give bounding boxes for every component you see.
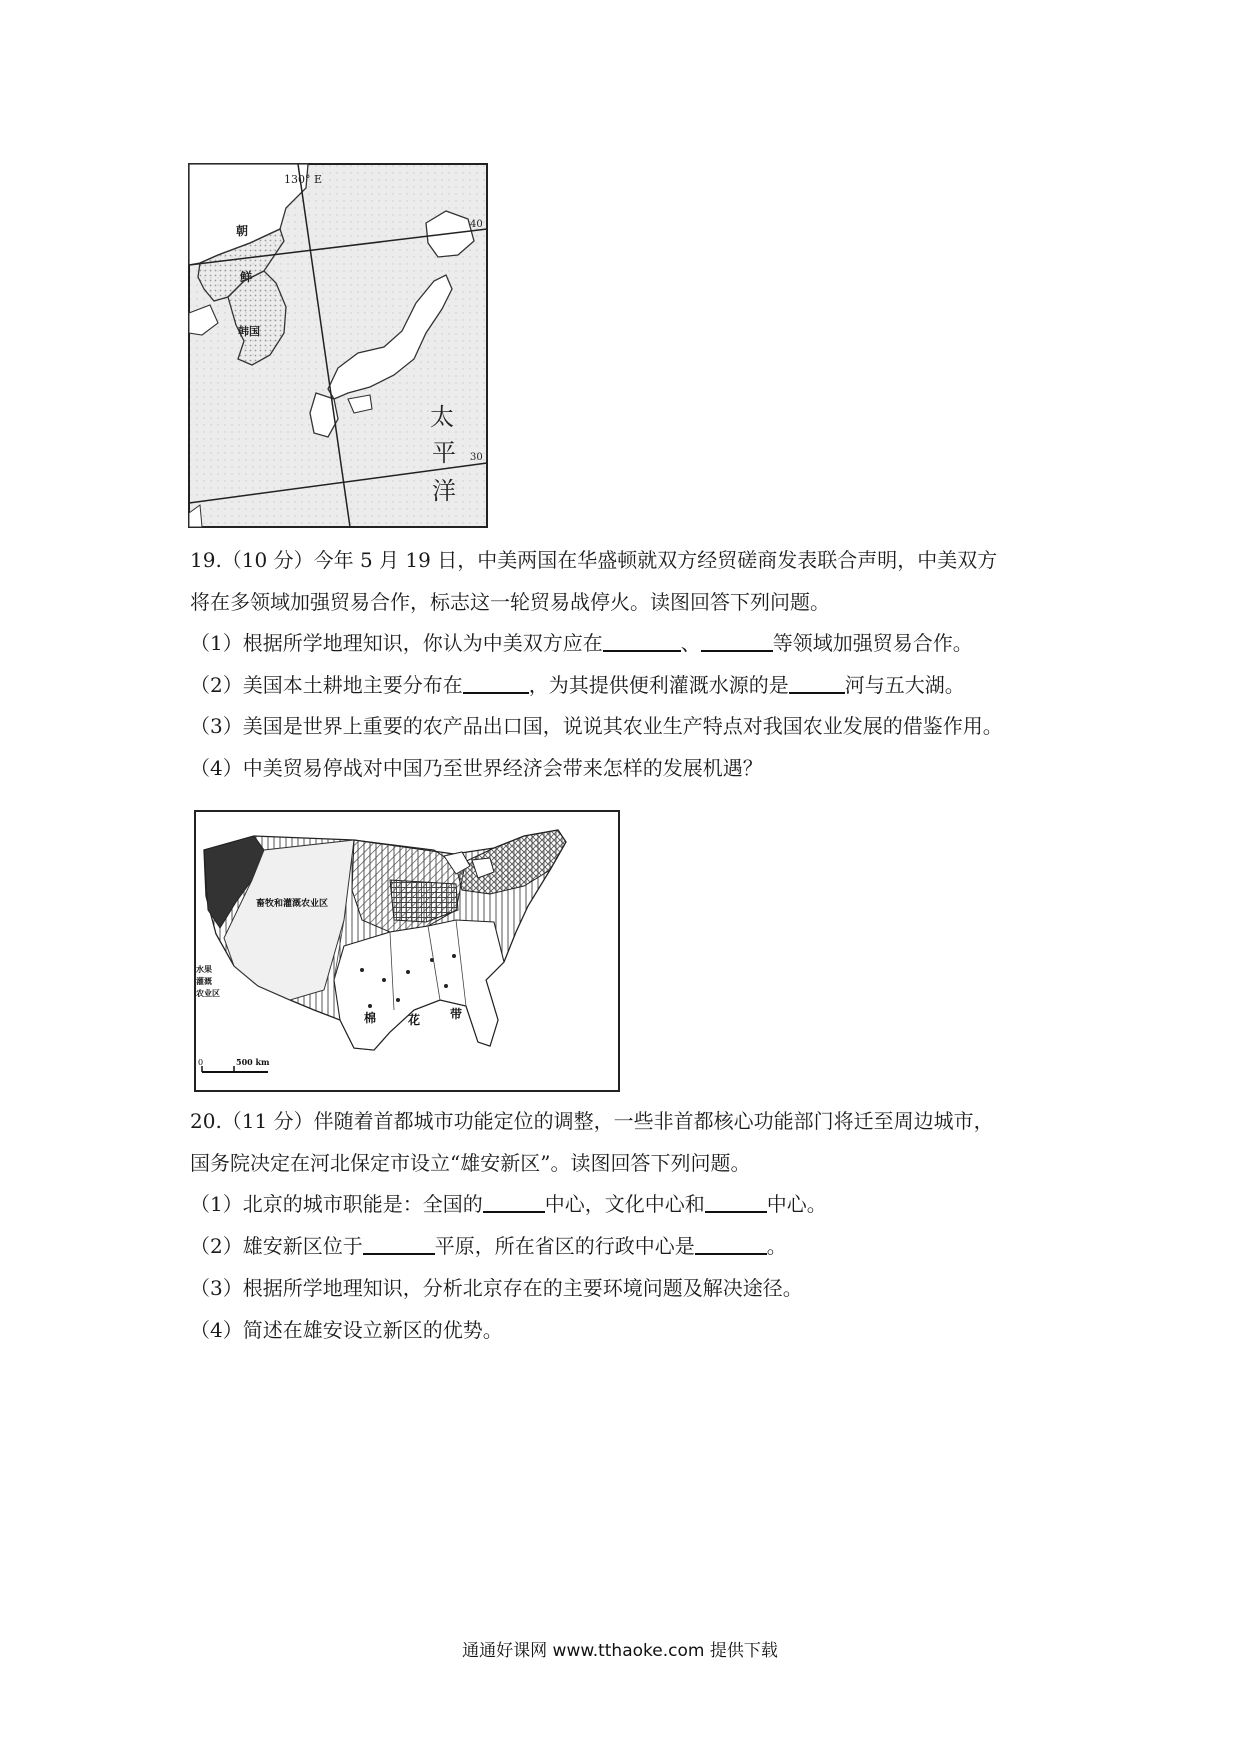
label-cotton-3: 带 — [450, 1007, 463, 1021]
q20-part1-text-a: （1）北京的城市职能是：全国的 — [190, 1192, 483, 1216]
label-ocean-1: 太 — [430, 403, 454, 431]
q20-part3: （3）根据所学地理知识，分析北京存在的主要环境问题及解决途径。 — [190, 1276, 803, 1300]
label-30n: 30 — [470, 452, 483, 463]
q19-stem-line2: 将在多领域加强贸易合作，标志这一轮贸易战停火。读图回答下列问题。 — [190, 590, 830, 614]
q20-part1-blank-2[interactable] — [705, 1191, 767, 1213]
q20-stem-line2: 国务院决定在河北保定市设立“雄安新区”。读图回答下列问题。 — [190, 1151, 751, 1175]
q19-part1-text-a: （1）根据所学地理知识，你认为中美双方应在 — [190, 631, 603, 655]
label-hanguo: 韩国 — [238, 325, 260, 338]
q20-part2-text-a: （2）雄安新区位于 — [190, 1234, 363, 1258]
label-pacific-1: 水果 — [196, 964, 212, 974]
label-cotton-2: 花 — [408, 1013, 421, 1027]
east-asia-map-drawing — [188, 163, 488, 528]
page-footer: 通通好课网 www.tthaoke.com 提供下载 — [462, 1641, 778, 1661]
east-asia-map — [188, 163, 488, 528]
label-chaoxian-1: 朝 — [236, 224, 249, 238]
q20-part2 — [190, 1232, 787, 1260]
label-pacific-2: 灌溉 — [196, 976, 212, 986]
q19-part2-text-b: ，为其提供便利灌溉水源的是 — [528, 673, 789, 697]
label-chaoxian-2: 鲜 — [240, 270, 253, 284]
q19-part2-text-a: （2）美国本土耕地主要分布在 — [190, 673, 463, 697]
svg-text:0: 0 — [198, 1058, 204, 1067]
q20-part1 — [190, 1190, 827, 1218]
q19-stem-line1: 19.（10 分）今年 5 月 19 日，中美两国在华盛顿就双方经贸磋商发表联合声明，中美双方 — [190, 548, 998, 572]
label-130e: 130° E — [284, 173, 323, 186]
q19-part3: （3）美国是世界上重要的农产品出口国，说说其农业生产特点对我国农业发展的借鉴作用。 — [190, 714, 1003, 738]
usa-agriculture-map — [194, 810, 620, 1092]
q20-part2-blank-1[interactable] — [363, 1233, 435, 1255]
q19-part2-text-c: 河与五大湖。 — [844, 673, 965, 697]
q20-part1-blank-1[interactable] — [483, 1191, 545, 1213]
label-cotton-1: 棉 — [364, 1011, 377, 1025]
q19-part1-text-c: 等领域加强贸易合作。 — [772, 631, 973, 655]
label-region-west: 畜牧和灌溉农业区 — [256, 899, 329, 909]
q19-part4: （4）中美贸易停战对中国乃至世界经济会带来怎样的发展机遇？ — [190, 756, 763, 780]
q19-part1-blank-2[interactable] — [701, 630, 773, 652]
q19-part2-blank-1[interactable] — [463, 672, 529, 694]
q20-part1-text-c: 中心。 — [766, 1192, 827, 1216]
q20-part2-blank-2[interactable] — [695, 1233, 767, 1255]
label-ocean-3: 洋 — [432, 477, 456, 505]
label-40n: 40 — [470, 219, 483, 230]
label-scale: 500 km — [236, 1057, 270, 1067]
q19-part1 — [190, 629, 973, 657]
q20-part4: （4）简述在雄安设立新区的优势。 — [190, 1318, 503, 1342]
q20-part1-text-b: 中心，文化中心和 — [544, 1192, 705, 1216]
q19-part2 — [190, 671, 965, 699]
label-pacific-3: 农业区 — [196, 988, 220, 998]
q19-part2-blank-2[interactable] — [789, 672, 845, 694]
label-ocean-2: 平 — [432, 439, 456, 467]
usa-agriculture-map-drawing — [194, 810, 620, 1092]
q20-stem-line1: 20.（11 分）伴随着首都城市功能定位的调整，一些非首都核心功能部门将迁至周边城市， — [190, 1109, 994, 1133]
q20-part2-text-c: 。 — [766, 1234, 787, 1258]
q19-part1-blank-1[interactable] — [603, 630, 681, 652]
q19-part1-text-b: 、 — [680, 631, 701, 655]
q20-part2-text-b: 平原，所在省区的行政中心是 — [434, 1234, 695, 1258]
